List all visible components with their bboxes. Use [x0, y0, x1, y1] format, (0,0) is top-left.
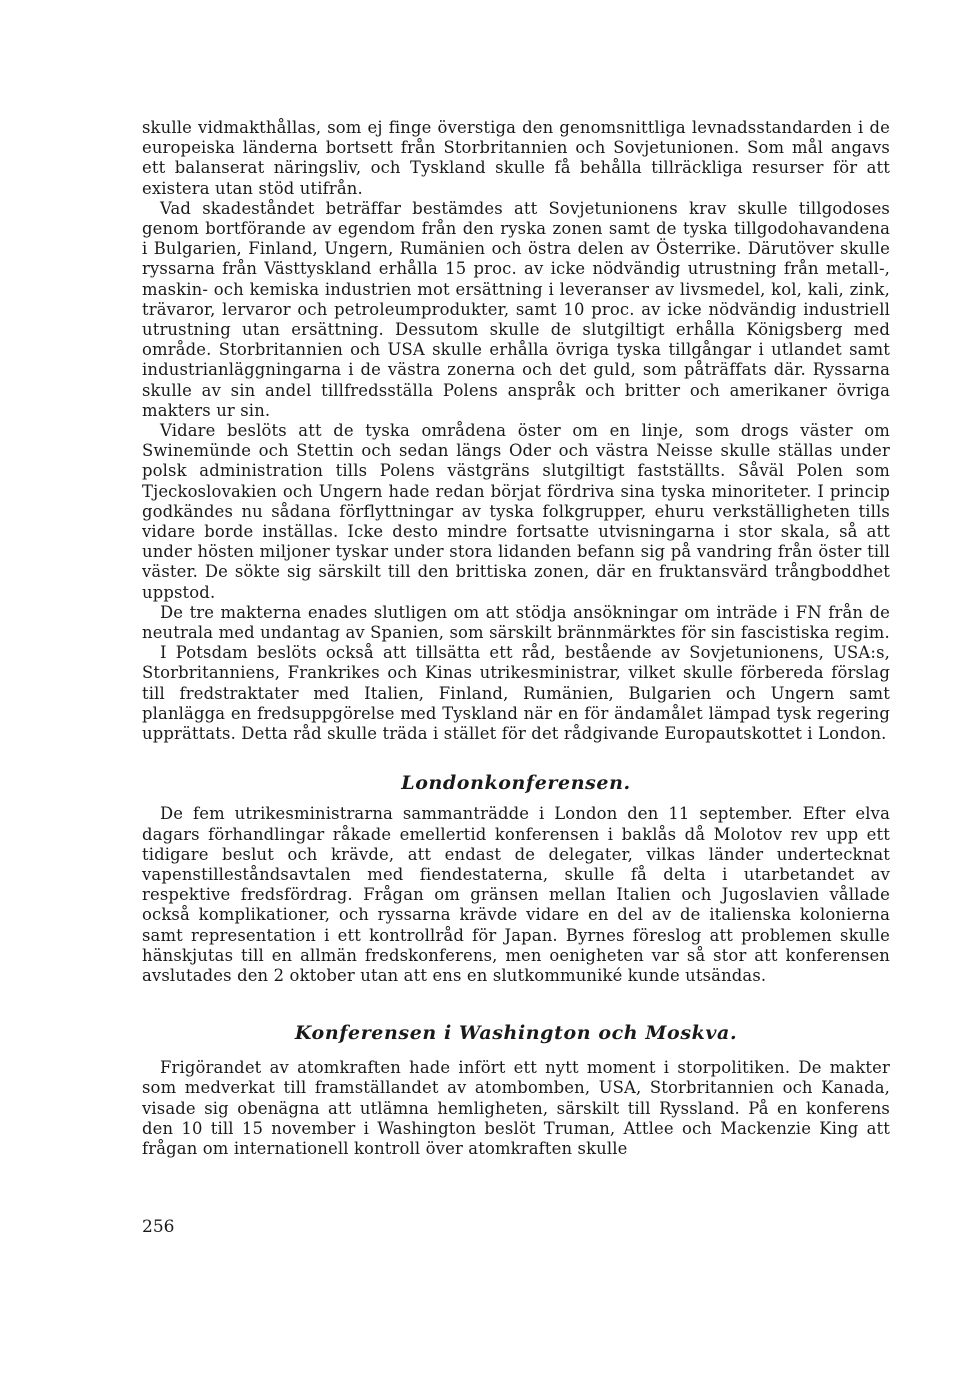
paragraph: De tre makterna enades slutligen om att stödja ansökningar om inträde i FN från de neutrala med undantag av Spanien, som särskilt brännmärktes för sin fascistiska regim. [142, 602, 890, 643]
section-heading: Konferensen i Washington och Moskva. [294, 1022, 738, 1045]
paragraph: skulle vidmakthållas, som ej finge överstiga den genomsnittliga levnadsstandarden i de europeiska länderna bortsett från Storbritannien och Sovjetunionen. Som mål angavs ett balanserat näringsliv, och Tyskland skulle få behålla tillräckliga resurser för att existera utan stöd utifrån. [142, 118, 890, 198]
page-body [142, 118, 890, 1159]
paragraph: De fem utrikesministrarna sammanträdde i London den 11 september. Efter elva dagars förhandlingar råkade emellertid konferensen i baklås då Molotov rev upp ett tidigare beslut och krävde, att endast de delegater, vilkas länder undertecknat vapenstilleståndsavtalen med fiendestaterna, skulle få delta i utarbetandet av respektive fredsfördrag. Frågan om gränsen mellan Italien och Jugoslavien vållade också komplikationer, och ryssarna krävde vidare en del av de italienska kolonierna samt representation i ett kontrollråd för Japan. Byrnes föreslog att problemen skulle hänskjutas till en allmän fredskonferens, men oenigheten var så stor att konferensen avslutades den 2 oktober utan att ens en slutkommuniké kunde utsändas. [142, 804, 890, 985]
paragraph: Frigörandet av atomkraften hade infört ett nytt moment i storpolitiken. De makter som medverkat till framställandet av atombomben, USA, Storbritannien och Kanada, visade sig obenägna att utlämna hemligheten, särskilt till Ryssland. På en konferens den 10 till 15 november i Washington beslöt Truman, Attlee och Mackenzie King att frågan om internationell kontroll över atomkraften skulle [142, 1058, 890, 1158]
paragraph: Vad skadeståndet beträffar bestämdes att Sovjetunionens krav skulle tillgodoses genom bortförande av egendom från den ryska zonen samt de tyska tillgodohavandena i Bulgarien, Finland, Ungern, Rumänien och östra delen av Österrike. Därutöver skulle ryssarna från Västtyskland erhålla 15 proc. av icke nödvändig utrustning från metall-, maskin- och kemiska industrien mot ersättning i leveranser av livsmedel, kol, kali, zink, trävaror, lervaror och petroleumprodukter, samt 10 proc. av icke nödvändig industriell utrustning utan ersättning. Dessutom skulle de slutgiltigt erhålla Königsberg med område. Storbritannien och USA skulle erhålla övriga tyska tillgångar i utlandet samt industrianläggningarna i de västra zonerna och det guld, som påträffats där. Ryssarna skulle av sin andel tillfredsställa Polens anspråk och britter och amerikaner övriga makters ur sin. [142, 198, 890, 420]
section-heading: Londonkonferensen. [401, 772, 631, 795]
page-number: 256 [142, 1217, 175, 1237]
paragraph: Vidare beslöts att de tyska områdena öster om en linje, som drogs väster om Swinemünde och Stettin och sedan längs Oder och västra Neisse skulle ställas under polsk administration tills Polens västgräns slutgiltigt fastställts. Såväl Polen som Tjeckoslovakien och Ungern hade redan börjat fördriva sina tyska minoriteter. I princip godkändes nu sådana förflyttningar av tyska folkgrupper, ehuru verkställigheten tills vidare borde inställas. Icke desto mindre fortsatte utvisningarna i stor skala, så att under hösten miljoner tyskar under stora lidanden befann sig på vandring från öster till väster. De sökte sig särskilt till den brittiska zonen, där en fruktansvärd trångboddhet uppstod. [142, 421, 890, 602]
paragraph: I Potsdam beslöts också att tillsätta ett råd, bestående av Sovjetunionens, USA:s, Storbritanniens, Frankrikes och Kinas utrikesministrar, vilket skulle förbereda förslag till fredstraktater med Italien, Finland, Rumänien, Bulgarien och Ungern samt planlägga en fredsuppgörelse med Tyskland när en för ändamålet lämpad tysk regering upprättats. Detta råd skulle träda i stället för det rådgivande Europautskottet i London. [142, 643, 890, 744]
